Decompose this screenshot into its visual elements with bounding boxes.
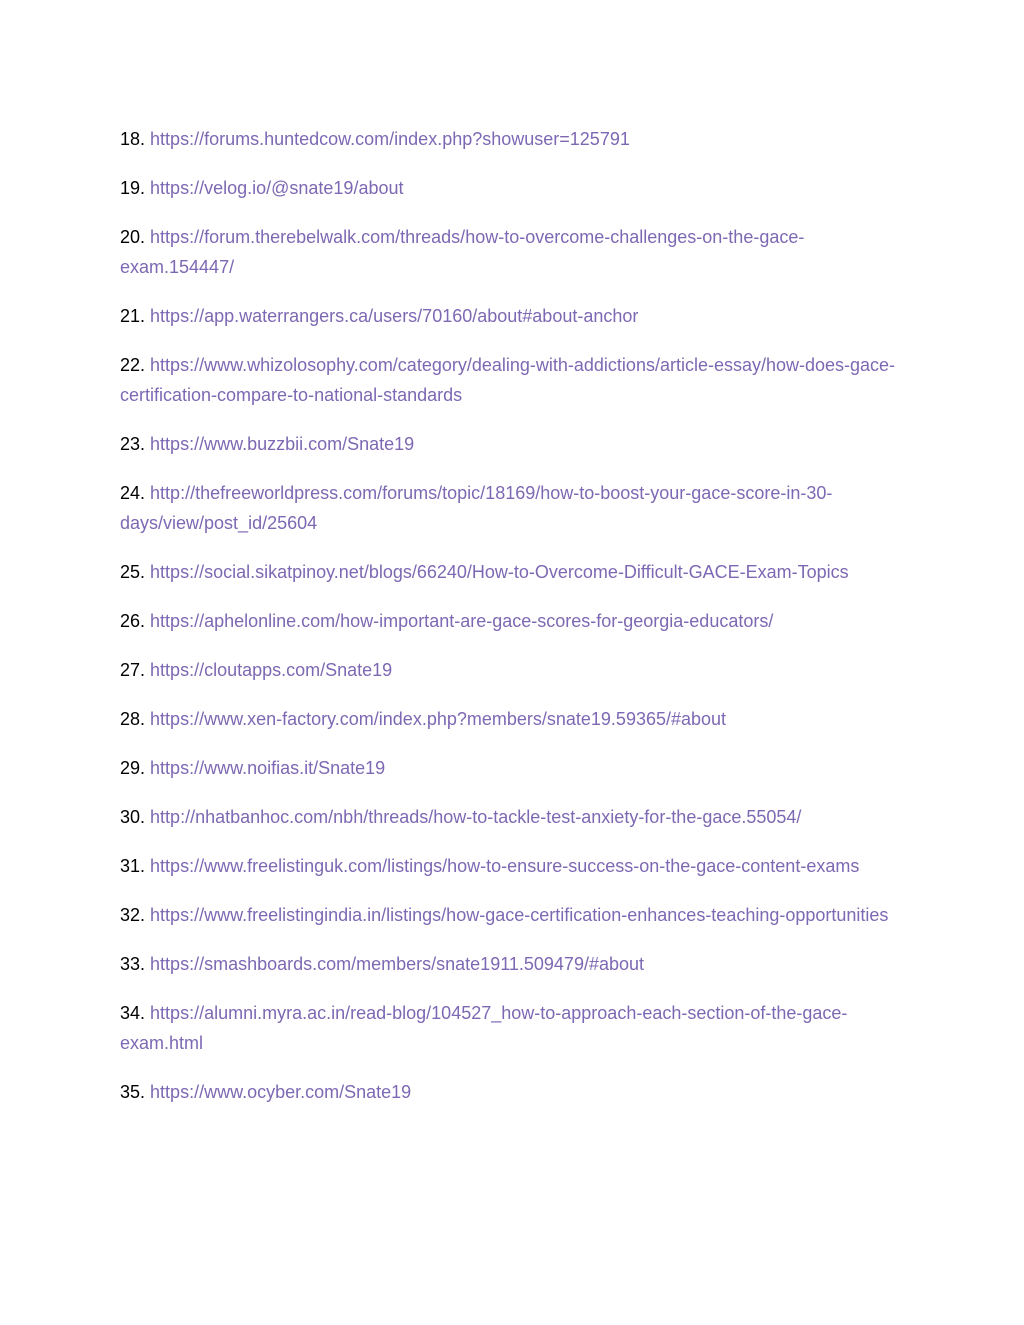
item-number: 33. bbox=[120, 954, 146, 974]
item-link[interactable]: https://forums.huntedcow.com/index.php?showuser=125791 bbox=[150, 129, 630, 149]
item-link[interactable]: https://app.waterrangers.ca/users/70160/about#about-anchor bbox=[150, 306, 639, 326]
item-link[interactable]: https://smashboards.com/members/snate1911.509479/#about bbox=[150, 954, 645, 974]
item-link[interactable]: https://www.freelistinguk.com/listings/how-to-ensure-success-on-the-gace-content-exams bbox=[150, 856, 860, 876]
item-number: 24. bbox=[120, 483, 146, 503]
item-link[interactable]: https://social.sikatpinoy.net/blogs/66240/How-to-Overcome-Difficult-GACE-Exam-Topics bbox=[150, 562, 849, 582]
list-item bbox=[120, 478, 910, 538]
item-number: 22. bbox=[120, 355, 146, 375]
list-item bbox=[120, 1077, 910, 1107]
link-list bbox=[120, 124, 910, 1126]
list-item bbox=[120, 753, 910, 783]
list-item bbox=[120, 301, 910, 331]
item-link[interactable]: https://www.ocyber.com/Snate19 bbox=[150, 1082, 412, 1102]
list-item bbox=[120, 606, 910, 636]
item-number: 25. bbox=[120, 562, 146, 582]
item-number: 29. bbox=[120, 758, 146, 778]
list-item bbox=[120, 655, 910, 685]
item-number: 21. bbox=[120, 306, 146, 326]
item-link[interactable]: https://velog.io/@snate19/about bbox=[150, 178, 404, 198]
item-number: 26. bbox=[120, 611, 146, 631]
item-number: 30. bbox=[120, 807, 146, 827]
item-number: 27. bbox=[120, 660, 146, 680]
item-link[interactable]: https://www.freelistingindia.in/listings/how-gace-certification-enhances-teaching-opportunities bbox=[150, 905, 889, 925]
item-link[interactable]: https://aphelonline.com/how-important-are-gace-scores-for-georgia-educators/ bbox=[150, 611, 774, 631]
list-item bbox=[120, 222, 910, 282]
item-link[interactable]: https://forum.therebelwalk.com/threads/how-to-overcome-challenges-on-the-gace-exam.154447/ bbox=[120, 227, 805, 277]
item-number: 32. bbox=[120, 905, 146, 925]
item-link[interactable]: https://www.xen-factory.com/index.php?members/snate19.59365/#about bbox=[150, 709, 727, 729]
item-number: 19. bbox=[120, 178, 146, 198]
item-link[interactable]: https://www.whizolosophy.com/category/dealing-with-addictions/article-essay/how-does-gace-certification-compare-to-national-standards bbox=[120, 355, 896, 405]
list-item bbox=[120, 851, 910, 881]
list-item bbox=[120, 998, 910, 1058]
item-number: 35. bbox=[120, 1082, 146, 1102]
list-item bbox=[120, 173, 910, 203]
list-item bbox=[120, 124, 910, 154]
list-item bbox=[120, 429, 910, 459]
item-number: 23. bbox=[120, 434, 146, 454]
list-item bbox=[120, 350, 910, 410]
item-link[interactable]: http://thefreeworldpress.com/forums/topic/18169/how-to-boost-your-gace-score-in-30-days/view/post_id/25604 bbox=[120, 483, 833, 533]
item-link[interactable]: https://www.buzzbii.com/Snate19 bbox=[150, 434, 415, 454]
item-number: 28. bbox=[120, 709, 146, 729]
item-number: 18. bbox=[120, 129, 146, 149]
item-link[interactable]: https://www.noifias.it/Snate19 bbox=[150, 758, 386, 778]
item-link[interactable]: https://cloutapps.com/Snate19 bbox=[150, 660, 393, 680]
list-item bbox=[120, 900, 910, 930]
item-number: 20. bbox=[120, 227, 146, 247]
item-link[interactable]: http://nhatbanhoc.com/nbh/threads/how-to-tackle-test-anxiety-for-the-gace.55054/ bbox=[150, 807, 802, 827]
list-item bbox=[120, 704, 910, 734]
list-item bbox=[120, 802, 910, 832]
item-link[interactable]: https://alumni.myra.ac.in/read-blog/104527_how-to-approach-each-section-of-the-gace-exam.html bbox=[120, 1003, 848, 1053]
list-item bbox=[120, 557, 910, 587]
list-item bbox=[120, 949, 910, 979]
item-number: 34. bbox=[120, 1003, 146, 1023]
item-number: 31. bbox=[120, 856, 146, 876]
